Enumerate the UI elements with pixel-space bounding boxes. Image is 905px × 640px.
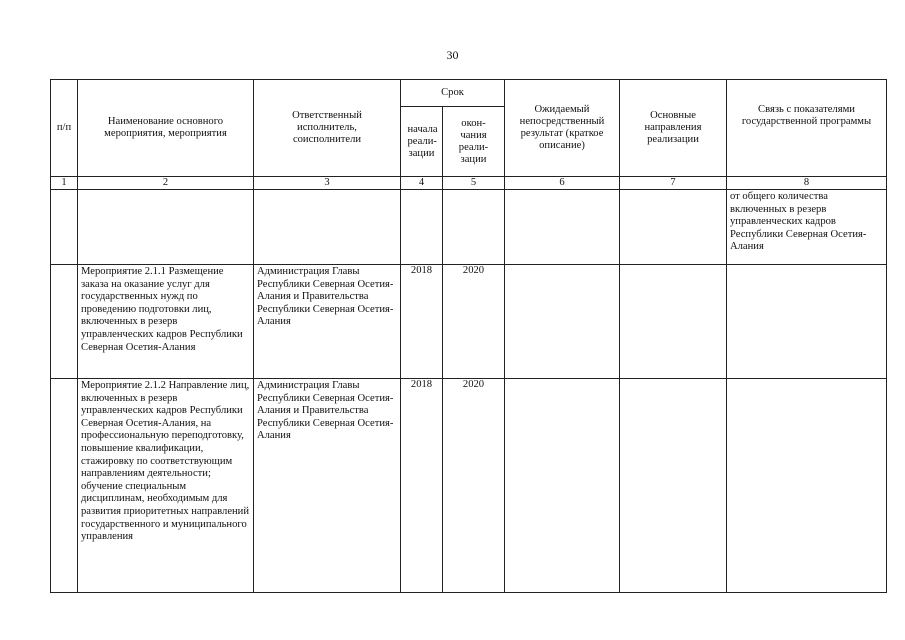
cell-executor (254, 190, 401, 265)
header-directions-text: Основные направления реализации (644, 110, 702, 145)
table-row (51, 265, 887, 379)
cell-directions (620, 379, 727, 593)
header-srok: Срок (401, 80, 505, 107)
cell-directions (620, 190, 727, 265)
header-link (727, 80, 887, 177)
column-number: 8 (727, 177, 887, 190)
column-number: 1 (51, 177, 78, 190)
column-number: 6 (505, 177, 620, 190)
column-number: 3 (254, 177, 401, 190)
header-name (78, 80, 254, 177)
header-link-text: Связь с показателями государственной программы (741, 104, 872, 127)
cell-name (78, 265, 254, 379)
cell-start: 2018 (401, 379, 443, 593)
column-number-row (51, 177, 887, 190)
cell-name-text (78, 190, 253, 191)
header-executor-text: Ответственный исполнитель, соисполнители (292, 110, 362, 145)
header-row-top (51, 80, 887, 107)
cell-num (51, 265, 78, 379)
column-number: 5 (443, 177, 505, 190)
column-number: 4 (401, 177, 443, 190)
cell-executor (254, 265, 401, 379)
column-number: 2 (78, 177, 254, 190)
cell-link-text: от общего количества включенных в резерв управленческих кадров Республики Северная Осетия-Алания (730, 191, 867, 253)
page-number: 30 (446, 48, 459, 62)
cell-start: 2018 (401, 265, 443, 379)
cell-executor (254, 379, 401, 593)
column-number: 7 (620, 177, 727, 190)
cell-link (727, 190, 887, 265)
cell-num (51, 190, 78, 265)
header-start-text: начала реали- зации (407, 123, 438, 159)
header-result (505, 80, 620, 177)
cell-name-text: Мероприятие 2.1.1 Размещение заказа на оказание услуг для государственных нужд по проведению подготовки лиц, включенных в резерв управленческих кадров Республики Северная Осетия-Алания (81, 266, 243, 353)
cell-result (505, 265, 620, 379)
cell-executor-text: Администрация Главы Республики Северная Осетия-Алания и Правительства Республики Северная Осетия-Алания (257, 266, 394, 328)
header-directions (620, 80, 727, 177)
cell-start (401, 190, 443, 265)
cell-directions (620, 265, 727, 379)
header-end-text: окон- чания реали- зации (458, 117, 489, 165)
cell-end (443, 190, 505, 265)
table-row (51, 379, 887, 593)
cell-link (727, 265, 887, 379)
cell-end: 2020 (443, 265, 505, 379)
table-row (51, 190, 887, 265)
activities-table (50, 79, 887, 593)
cell-result (505, 190, 620, 265)
cell-name-text: Мероприятие 2.1.2 Направление лиц, включенных в резерв управленческих кадров Республики Северная Осетия-Алания, на профессиональную переподготовку, повышение квалификации, стажировку по соответствующим направлениям деятельности; обучение специальным дисциплинам, необходимым для развития приоритетных направлений государственного и муниципального управления (81, 380, 250, 543)
header-result-text: Ожидаемый непосредственный результат (краткое описание) (519, 104, 605, 151)
cell-executor-text: Администрация Главы Республики Северная Осетия-Алания и Правительства Республики Северная Осетия-Алания (257, 380, 394, 442)
cell-executor-text (254, 190, 400, 191)
cell-name (78, 190, 254, 265)
cell-end: 2020 (443, 379, 505, 593)
header-name-text: Наименование основного мероприятия, мероприятия (104, 116, 227, 139)
cell-num (51, 379, 78, 593)
header-start (401, 107, 443, 177)
cell-result (505, 379, 620, 593)
cell-link (727, 379, 887, 593)
header-executor (254, 80, 401, 177)
header-num: п/п (51, 80, 78, 177)
header-end (443, 107, 505, 177)
cell-name (78, 379, 254, 593)
